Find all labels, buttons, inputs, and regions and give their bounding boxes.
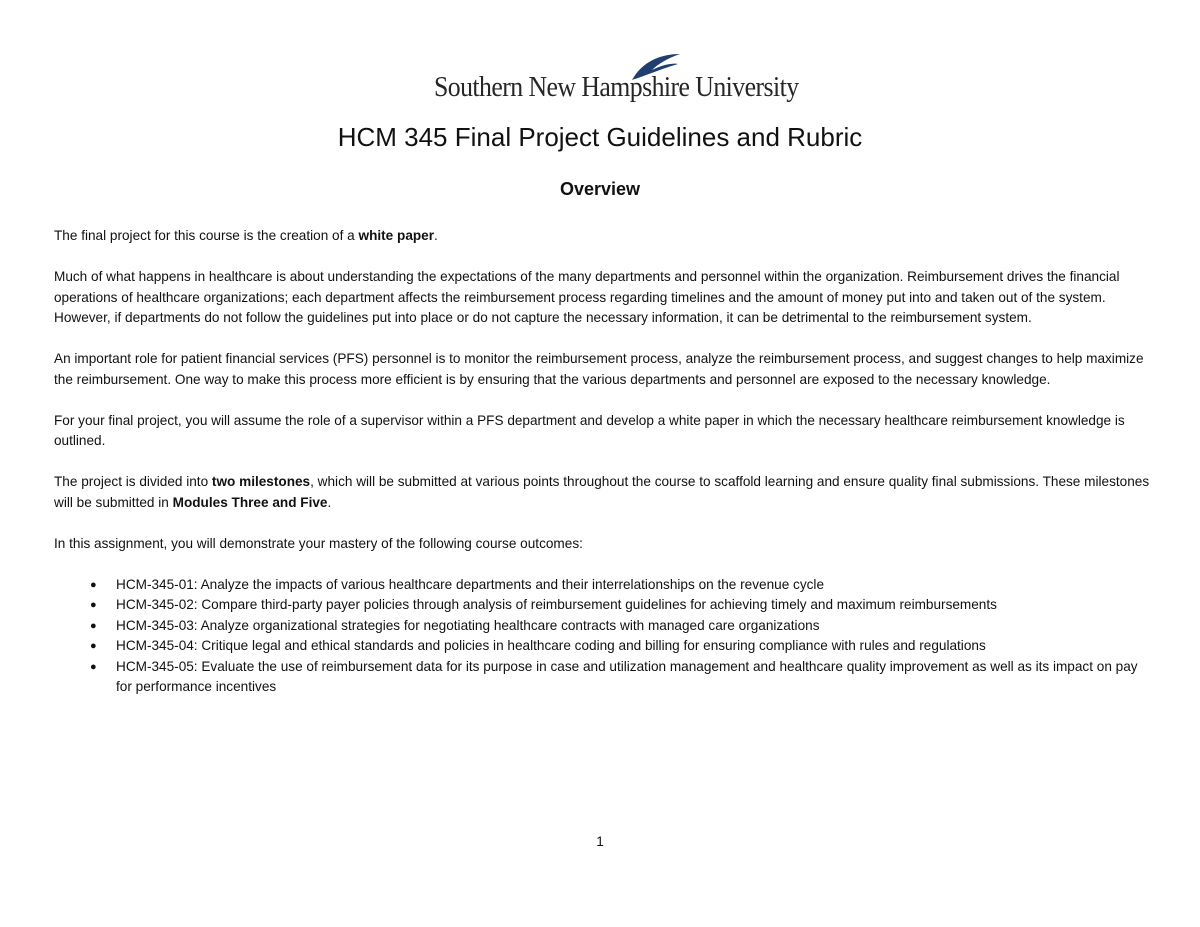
list-item: ● HCM-345-04: Critique legal and ethical standards and policies in healthcare coding and billing for ensuring compliance with rules and regulations	[54, 636, 1154, 657]
list-item: ● HCM-345-05: Evaluate the use of reimbursement data for its purpose in case and utilization management and healthcare quality improvement as well as its impact on pay for performance incentives	[90, 658, 1138, 694]
bullet-icon: ●	[90, 660, 97, 673]
bold-modules: Modules Three and Five	[172, 494, 328, 510]
bold-white-paper: white paper	[358, 228, 435, 243]
bullet-icon: ●	[90, 619, 97, 632]
bullet-icon: ●	[90, 599, 97, 611]
paragraph-milestones: The project is divided into two milestones, which will be submitted at various points throughout the course to scaffold learning and ensure quality final submissions. These milestones will be submitted in Modules Three and Five.	[54, 474, 1150, 510]
list-item: ● HCM-345-03: Analyze organizational strategies for negotiating healthcare contracts with managed care organizations	[54, 616, 1154, 637]
bullet-icon: ●	[90, 640, 97, 652]
page-number: 1	[596, 834, 604, 849]
list-item: ● HCM-345-01: Analyze the impacts of various healthcare departments and their interrelationships on the revenue cycle	[54, 575, 1154, 596]
overview-heading: Overview	[559, 179, 641, 199]
bullet-icon: ●	[90, 578, 97, 591]
page-title: HCM 345 Final Project Guidelines and Rubric	[337, 122, 863, 152]
logo-wordmark: Southern New Hampshire University	[434, 72, 799, 103]
course-outcomes-list	[54, 575, 1154, 698]
list-item: ● HCM-345-02: Compare third-party payer policies through analysis of reimbursement guidelines for achieving timely and maximum reimbursements	[54, 595, 1154, 616]
paragraph-outcomes-intro: In this assignment, you will demonstrate your mastery of the following course outcomes:	[54, 535, 583, 551]
paragraph-intro: The final project for this course is the creation of a white paper.	[54, 228, 438, 243]
paragraph-pfs-role: An important role for patient financial services (PFS) personnel is to monitor the reimbursement process, analyze the reimbursement process, and suggest changes to help maximize the reimbursement. One way to make this process more efficient is by ensuring that the various departments and personnel are exposed to the necessary knowledge.	[54, 351, 1144, 387]
bold-two-milestones: two milestones	[211, 474, 311, 489]
document-body	[54, 226, 1154, 698]
paragraph-final-project: For your final project, you will assume the role of a supervisor within a PFS department and develop a white paper in which the necessary healthcare reimbursement knowledge is outlined.	[54, 412, 1125, 448]
paragraph-reimbursement: Much of what happens in healthcare is about understanding the expectations of the many departments and personnel within the organization. Reimbursement drives the financial operations of healthcare organizations; each department affects the reimbursement process regarding timelines and the amount of money put into and taken out of the system. However, if departments do not follow the guidelines put into place or do not capture the necessary information, it can be detrimental to the reimbursement system.	[54, 269, 1120, 325]
university-logo	[432, 52, 799, 108]
